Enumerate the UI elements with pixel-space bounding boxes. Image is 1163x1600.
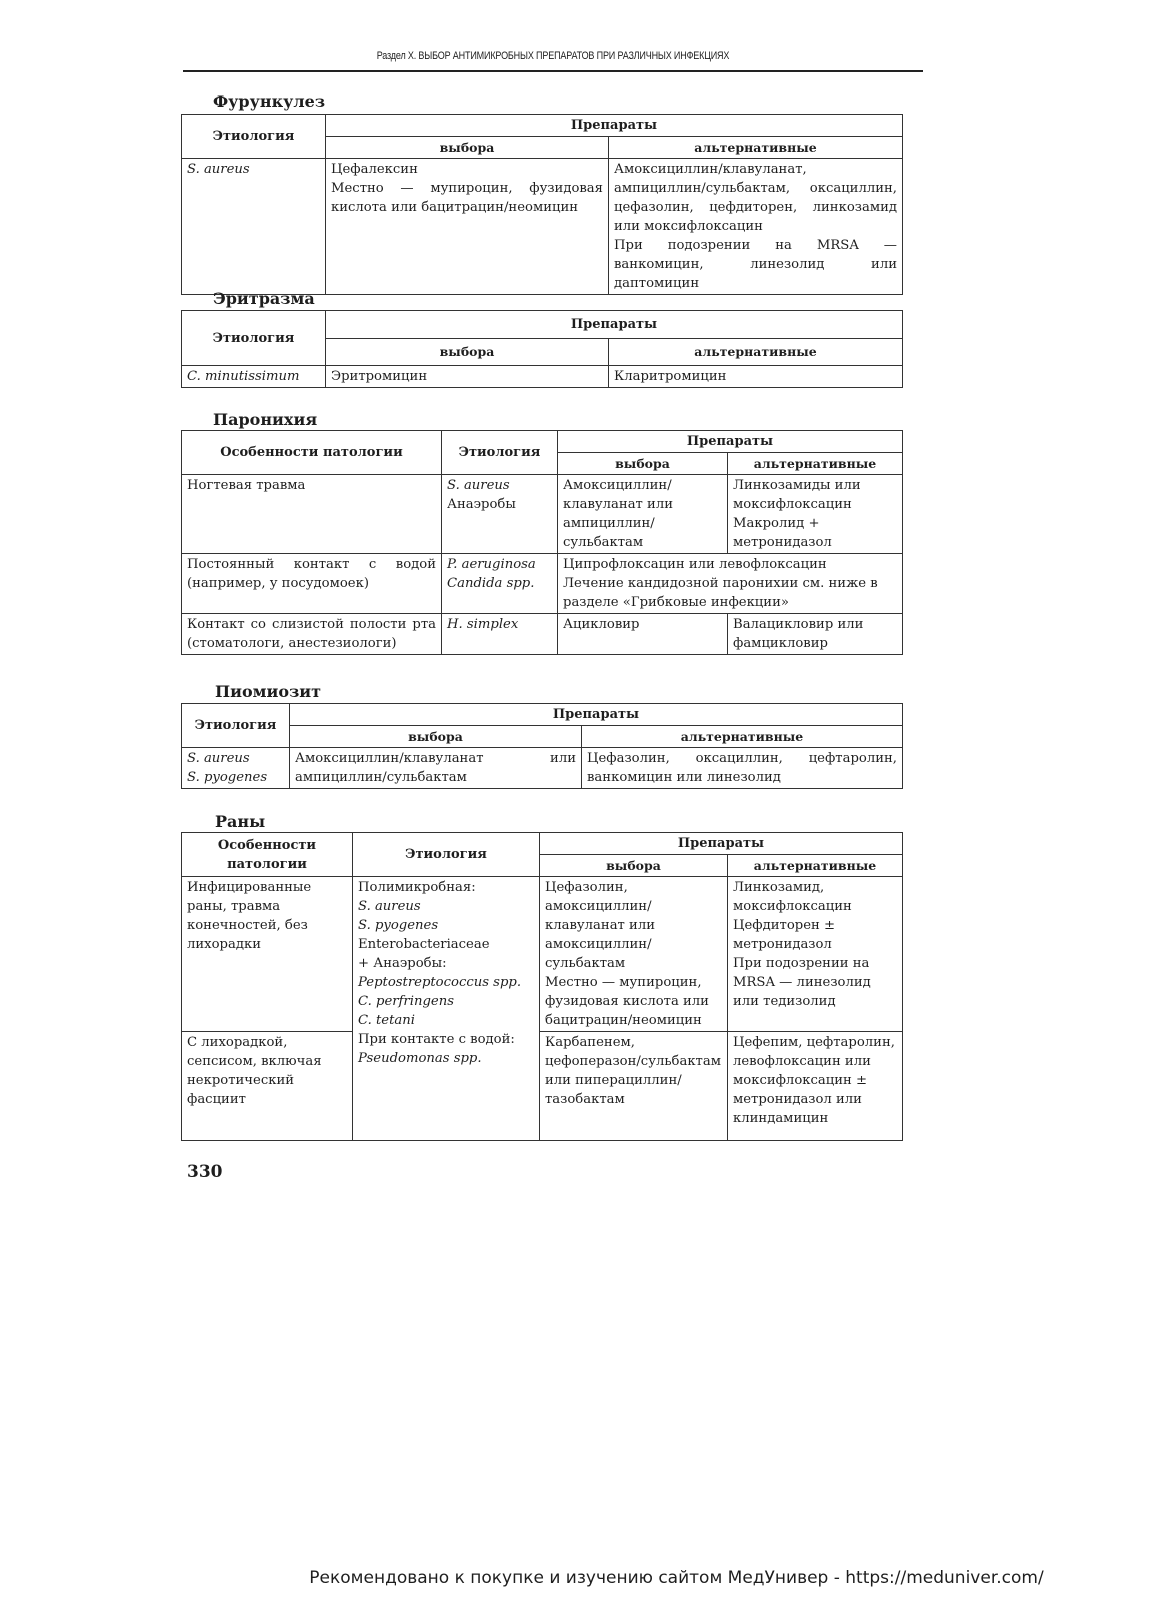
header-choice: выбора <box>326 137 609 159</box>
table-erythrasma <box>181 310 903 388</box>
alternative-line: Амоксициллин/клавуланат, ампициллин/сульбактам, оксациллин, цефазолин, цефдиторен, линкозамид или моксифлоксацин <box>614 162 897 234</box>
table-row <box>182 748 903 789</box>
choice-line: Местно — мупироцин, фузидовая кислота или бацитрацин/неомицин <box>331 181 603 215</box>
etiology-cell <box>442 475 558 554</box>
alternative-cell: Кларитромицин <box>609 366 903 388</box>
header-etiology: Этиология <box>182 115 326 159</box>
etiology-line: При контакте с водой: <box>358 1032 515 1047</box>
table-wounds <box>181 832 903 1141</box>
header-rule <box>183 70 923 72</box>
header-choice: выбора <box>290 726 582 748</box>
alternative-line: Линкозамид, моксифлоксацин <box>733 880 852 914</box>
etiology-line: S. aureus <box>447 478 510 493</box>
merged-drugs-cell <box>558 554 903 614</box>
table-row <box>182 475 903 554</box>
table-pyomyositis <box>181 703 903 789</box>
etiology-line: S. aureus <box>187 751 250 766</box>
feature-cell: Инфицированные раны, травма конечностей, без лихорадки <box>182 877 353 1032</box>
etiology-line: Peptostreptococcus spp. <box>358 975 522 990</box>
running-head: Раздел X. ВЫБОР АНТИМИКРОБНЫХ ПРЕПАРАТОВ ПРИ РАЗЛИЧНЫХ ИНФЕКЦИЯХ <box>376 50 730 62</box>
alternative-cell: Линкозамиды или моксифлоксацин Макролид + метронидазол <box>728 475 903 554</box>
header-etiology: Этиология <box>353 833 540 877</box>
table-row <box>182 877 903 1032</box>
choice-cell: Эритромицин <box>326 366 609 388</box>
drugs-line: Ципрофлоксацин или левофлоксацин <box>563 557 827 572</box>
etiology-line: S. aureus <box>358 899 421 914</box>
table-row <box>182 554 903 614</box>
header-etiology: Этиология <box>442 431 558 475</box>
header-alternative: альтернативные <box>728 855 903 877</box>
etiology-cell: H. simplex <box>442 614 558 655</box>
choice-cell: Амоксициллин/клавуланат или ампициллин/сульбактам <box>290 748 582 789</box>
table-furunculosis <box>181 114 903 295</box>
header-choice: выбора <box>326 338 609 366</box>
section-title-furunculosis: Фурункулез <box>213 92 326 111</box>
etiology-cell <box>353 877 540 1141</box>
alternative-cell <box>609 159 903 295</box>
section-title-pyomyositis: Пиомиозит <box>215 682 322 701</box>
header-drugs: Препараты <box>290 704 903 726</box>
footer-link-text: Рекомендовано к покупке и изучению сайтом МедУнивер - https://meduniver.com/ <box>309 1568 1044 1588</box>
header-alternative: альтернативные <box>609 338 903 366</box>
header-choice: выбора <box>558 453 728 475</box>
header-drugs: Препараты <box>326 115 903 137</box>
etiology-line: + Анаэробы: <box>358 956 447 971</box>
feature-cell: Контакт со слизистой полости рта (стоматологи, анестезиологи) <box>182 614 442 655</box>
header-drugs: Препараты <box>558 431 903 453</box>
choice-line: Местно — мупироцин, фузидовая кислота или бацитрацин/неомицин <box>545 975 709 1028</box>
alternative-cell: Цефепим, цефтаролин, левофлоксацин или моксифлоксацин ± метронидазол или клиндамицин <box>728 1032 903 1141</box>
feature-cell: С лихорадкой, сепсисом, включая некротический фасциит <box>182 1032 353 1141</box>
feature-cell: Постоянный контакт с водой (например, у посудомоек) <box>182 554 442 614</box>
etiology-cell: S. aureus <box>182 159 326 295</box>
table-row <box>182 614 903 655</box>
header-alternative: альтернативные <box>728 453 903 475</box>
choice-cell <box>540 877 728 1032</box>
etiology-line: Pseudomonas spp. <box>358 1051 482 1066</box>
etiology-cell <box>442 554 558 614</box>
table-row <box>182 1032 903 1141</box>
header-etiology: Этиология <box>182 704 290 748</box>
header-etiology: Этиология <box>182 311 326 366</box>
etiology-line: Анаэробы <box>447 497 516 512</box>
choice-cell <box>326 159 609 295</box>
header-alternative: альтернативные <box>609 137 903 159</box>
table-row <box>182 159 903 295</box>
etiology-cell: C. minutissimum <box>182 366 326 388</box>
alternative-cell <box>728 877 903 1032</box>
choice-cell: Амоксициллин/ клавуланат или ампициллин/сульбактам <box>558 475 728 554</box>
header-choice: выбора <box>540 855 728 877</box>
choice-cell: Ацикловир <box>558 614 728 655</box>
header-alternative: альтернативные <box>582 726 903 748</box>
page-number: 330 <box>187 1162 223 1182</box>
drugs-line: Лечение кандидозной паронихии см. ниже в разделе «Грибковые инфекции» <box>563 576 878 610</box>
choice-cell: Карбапенем, цефоперазон/сульбактам или пиперациллин/тазобактам <box>540 1032 728 1141</box>
etiology-line: S. pyogenes <box>187 770 268 785</box>
header-drugs: Препараты <box>540 833 903 855</box>
feature-cell: Ногтевая травма <box>182 475 442 554</box>
header-features: Особенности патологии <box>182 431 442 475</box>
section-title-wounds: Раны <box>215 812 266 831</box>
alternative-cell: Валацикловир или фамцикловир <box>728 614 903 655</box>
header-features: Особенности патологии <box>182 833 353 877</box>
etiology-line: C. perfringens <box>358 994 454 1009</box>
choice-line: Цефалексин <box>331 162 418 177</box>
table-paronychia <box>181 430 903 655</box>
etiology-line: Candida spp. <box>447 576 535 591</box>
alternative-line: При подозрении на MRSA — линезолид или тедизолид <box>733 956 871 1009</box>
etiology-cell <box>182 748 290 789</box>
alternative-line: При подозрении на MRSA — ванкомицин, линезолид или даптомицин <box>614 238 897 291</box>
etiology-line: Enterobacteriaceae <box>358 937 490 952</box>
table-row <box>182 366 903 388</box>
etiology-line: C. tetani <box>358 1013 415 1028</box>
etiology-line: Полимикробная: <box>358 880 476 895</box>
choice-line: Цефазолин, амоксициллин/клавуланат или амоксициллин/ сульбактам <box>545 880 656 971</box>
alternative-cell: Цефазолин, оксациллин, цефтаролин, ванкомицин или линезолид <box>582 748 903 789</box>
section-title-paronychia: Паронихия <box>213 410 318 429</box>
etiology-line: S. pyogenes <box>358 918 439 933</box>
section-title-erythrasma: Эритразма <box>213 289 315 308</box>
etiology-line: P. aeruginosa <box>447 557 536 572</box>
header-drugs: Препараты <box>326 311 903 339</box>
alternative-line: Цефдиторен ± метронидазол <box>733 918 836 952</box>
